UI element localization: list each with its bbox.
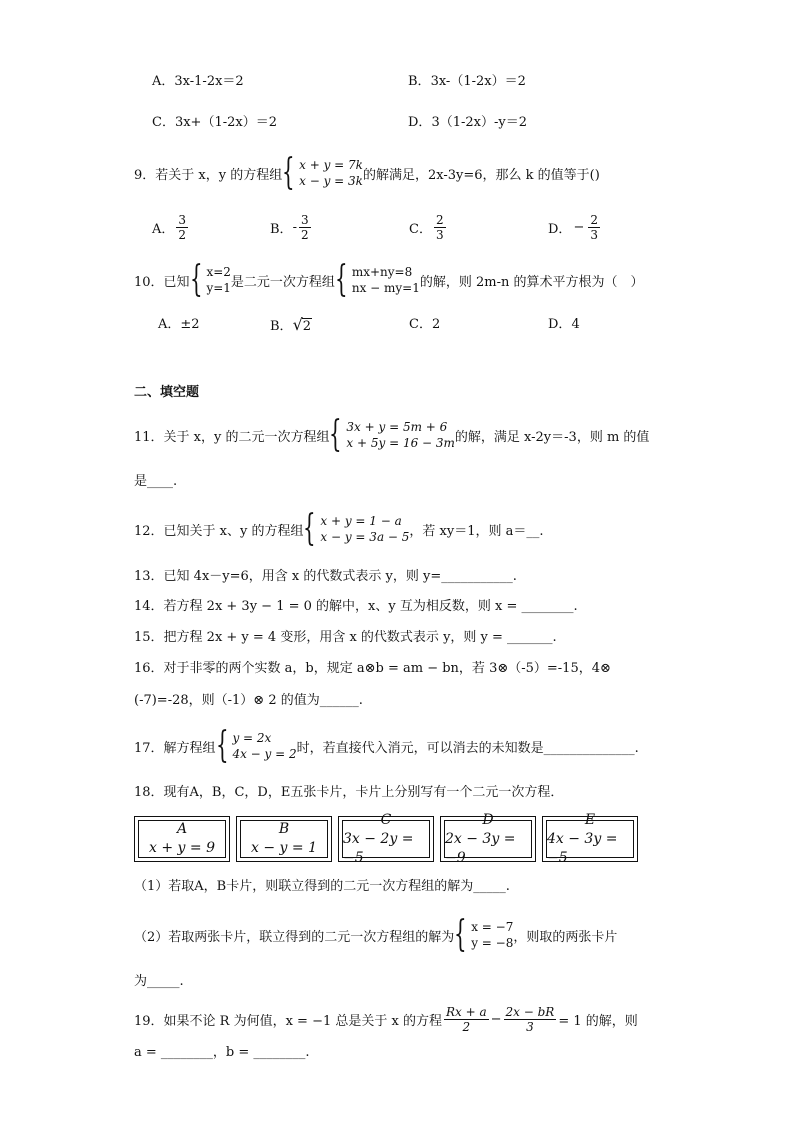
- q9-b-den: 2: [300, 227, 309, 242]
- q9-d-den: 3: [590, 227, 598, 242]
- q9-option-b-sign: -: [292, 219, 297, 235]
- card-d-equation: 2x − 3y = −9: [445, 830, 516, 866]
- q9-option-b-label: B．: [270, 221, 293, 237]
- card-a-equation: x + y = 9: [149, 840, 215, 856]
- q9-option-a-fraction: [176, 213, 188, 242]
- q9-option-d-sign: −: [573, 219, 585, 235]
- q8-option-a: [152, 75, 244, 88]
- card-c-name: C: [380, 811, 392, 828]
- q12-brace: {: [303, 508, 317, 549]
- q19-f2-den: 3: [526, 1019, 534, 1034]
- q8-option-d-text: 3（1-2x）-y＝2: [431, 115, 527, 130]
- q10-option-c-text: 2: [431, 317, 441, 332]
- q10-eq1: mx+ny=8: [351, 265, 413, 279]
- q9-suffix: 的解满足，2x-3y=6，那么 k 的值等于(): [362, 167, 600, 183]
- q19-f1-den: 2: [462, 1019, 471, 1034]
- q16-line1: 16．对于非零的两个实数 a，b，规定 a⊗b = am − bn，若 3⊗（-5）=-15，4⊗: [134, 661, 611, 676]
- q9-option-b: [270, 210, 313, 244]
- q17-prefix: 17．解方程组: [134, 740, 216, 756]
- q10-option-a: [158, 318, 200, 331]
- q12-suffix: ，若 xy＝1，则 a＝__.: [409, 523, 544, 539]
- sqrt-icon: √ 2: [292, 314, 312, 334]
- q18-brace: {: [454, 914, 467, 955]
- card-c: [338, 811, 434, 866]
- card-b-equation: x − y = 1: [251, 840, 317, 856]
- q16-line2: (-7)=-28，则（-1）⊗ 2 的值为______.: [134, 693, 363, 708]
- card-a-name: A: [176, 821, 188, 837]
- q8-option-b: [408, 75, 526, 88]
- q9-c-den: 3: [435, 227, 444, 242]
- q10-prefix: 10．已知: [134, 274, 190, 290]
- q9-d-num: 2: [590, 212, 598, 227]
- q10-option-a-text: ±2: [180, 317, 200, 332]
- q11-prefix: 11．关于 x，y 的二元一次方程组: [134, 429, 330, 445]
- q9-option-c-fraction: [434, 213, 446, 242]
- q9-option-c-label: C．: [409, 221, 432, 237]
- q9-option-c: [409, 210, 448, 244]
- q18-part2: [134, 914, 617, 956]
- card-d-name: D: [482, 811, 494, 828]
- q9-option-d: [548, 210, 602, 244]
- q9-eq2: x − y = 3k: [299, 174, 363, 188]
- q10-option-a-label: A．: [158, 317, 181, 332]
- q10-sol1: x=2: [206, 265, 231, 279]
- q19-prefix: 19．如果不论 R 为何值，x = −1 总是关于 x 的方程: [134, 1013, 442, 1029]
- q18-part1: （1）若取A，B卡片，则联立得到的二元一次方程组的解为_____.: [134, 879, 510, 894]
- card-b-name: B: [278, 821, 290, 837]
- q10-mid: 是二元一次方程组: [230, 274, 335, 290]
- q17-stem: [134, 725, 639, 767]
- q10-option-c: [409, 318, 440, 331]
- q9-b-num: 3: [300, 212, 309, 227]
- q12-system: [320, 513, 409, 545]
- q13-text: 13．已知 4x－y=6，用含 x 的代数式表示 y，则 y=___________.: [134, 569, 517, 584]
- q9-prefix: 9．若关于 x，y 的方程组: [134, 167, 283, 183]
- q11-system: [346, 419, 455, 451]
- q11-suffix: 的解，满足 x-2y＝-3，则 m 的值: [454, 429, 650, 445]
- q19-minus: −: [490, 1011, 502, 1027]
- q18-part2-suffix: ，则取的两张卡片: [513, 929, 618, 945]
- q18-part2-prefix: （2）若取两张卡片，联立得到的二元一次方程组的解为: [134, 929, 455, 945]
- q9-option-d-fraction: [588, 213, 600, 242]
- section-title: 二、填空题: [134, 385, 200, 400]
- q17-eq1: y = 2x: [232, 731, 272, 745]
- q11-eq1: 3x + y = 5m + 6: [346, 420, 448, 434]
- q11-stem: [134, 414, 649, 456]
- q8-option-b-label: B．: [408, 74, 431, 89]
- q9-option-d-label: D．: [548, 221, 572, 237]
- q15-text: 15．把方程 2x + y = 4 变形，用含 x 的代数式表示 y，则 y = _______.: [134, 630, 557, 645]
- q9-option-a-label: A．: [152, 221, 175, 237]
- q10-option-b: [270, 313, 312, 335]
- q11-line2: 是____.: [134, 474, 178, 489]
- q8-option-d-label: D．: [408, 115, 432, 130]
- card-a: [134, 816, 230, 862]
- q18-solution: [471, 919, 513, 951]
- q18-sol2: y = −8: [471, 936, 514, 950]
- q10-sol2: y=1: [206, 281, 231, 295]
- card-c-equation: 3x − 2y = −5: [343, 830, 414, 866]
- q10-solution: [206, 264, 230, 296]
- q9-a-den: 2: [178, 227, 187, 242]
- q10-option-b-label: B．: [270, 318, 293, 334]
- q10-option-c-label: C．: [409, 317, 432, 332]
- q10-stem: [134, 259, 644, 301]
- q10-eq2: nx − my=1: [351, 281, 420, 295]
- q8-option-c-text: 3x+（1-2x）＝2: [174, 115, 277, 130]
- q19-f1-num: Rx + a: [445, 1004, 487, 1019]
- q9-a-num: 3: [178, 212, 187, 227]
- q12-stem: [134, 508, 544, 550]
- card-b: [236, 816, 332, 862]
- card-e-name: E: [584, 811, 596, 828]
- q18-intro: 18．现有A，B，C，D，E五张卡片，卡片上分别写有一个二元一次方程．: [134, 785, 564, 800]
- q11-brace: {: [329, 414, 343, 455]
- q12-eq1: x + y = 1 − a: [320, 514, 402, 528]
- q10-brace-2: {: [334, 259, 348, 300]
- q9-system: [299, 157, 363, 189]
- q17-brace: {: [215, 725, 229, 766]
- q9-option-b-fraction: [299, 213, 311, 242]
- q9-c-num: 2: [435, 212, 444, 227]
- card-e: [542, 811, 638, 866]
- q9-option-a: [152, 210, 190, 244]
- q11-eq2: x + 5y = 16 − 3m: [346, 436, 455, 450]
- q19-line2: a = ________，b = ________.: [134, 1045, 310, 1060]
- q8-option-c: [152, 116, 277, 129]
- q19-stem: [134, 1002, 638, 1036]
- q17-suffix: 时，若直接代入消元，可以消去的未知数是______________.: [296, 740, 639, 756]
- q10-option-d-label: D．: [548, 317, 572, 332]
- q9-eq1: x + y = 7k: [299, 158, 363, 172]
- q10-option-d-text: 4: [571, 317, 580, 332]
- q19-fraction-2: [504, 1005, 557, 1034]
- q8-option-b-text: 3x-（1-2x）＝2: [430, 74, 526, 89]
- q19-f2-num: 2x − bR: [505, 1004, 555, 1019]
- q10-system: [352, 264, 420, 296]
- q17-system: [232, 730, 296, 762]
- q19-suffix: = 1 的解，则: [558, 1013, 638, 1029]
- q12-prefix: 12．已知关于 x、y 的方程组: [134, 523, 304, 539]
- q10-option-d: [548, 318, 580, 331]
- q18-part2-line2: 为_____.: [134, 974, 184, 989]
- q17-eq2: 4x − y = 2: [232, 747, 297, 761]
- q10-option-b-radicand: 2: [302, 318, 312, 334]
- q12-eq2: x − y = 3a − 5: [320, 530, 410, 544]
- q9-stem: [134, 152, 600, 194]
- q8-option-a-text: 3x-1-2x＝2: [174, 74, 244, 89]
- q10-suffix: 的解，则 2m-n 的算术平方根为（ ）: [419, 274, 644, 290]
- q18-sol1: x = −7: [471, 920, 514, 934]
- q19-fraction-1: [444, 1005, 489, 1034]
- q9-brace: {: [282, 152, 295, 193]
- q8-option-d: [408, 116, 527, 129]
- card-e-equation: 4x − 3y = −5: [547, 830, 618, 866]
- q10-brace-1: {: [189, 259, 203, 300]
- q8-option-c-label: C．: [152, 115, 175, 130]
- card-d: [440, 811, 536, 866]
- q8-option-a-label: A．: [152, 74, 175, 89]
- q14-text: 14．若方程 2x + 3y − 1 = 0 的解中，x、y 互为相反数，则 x = ________.: [134, 599, 578, 614]
